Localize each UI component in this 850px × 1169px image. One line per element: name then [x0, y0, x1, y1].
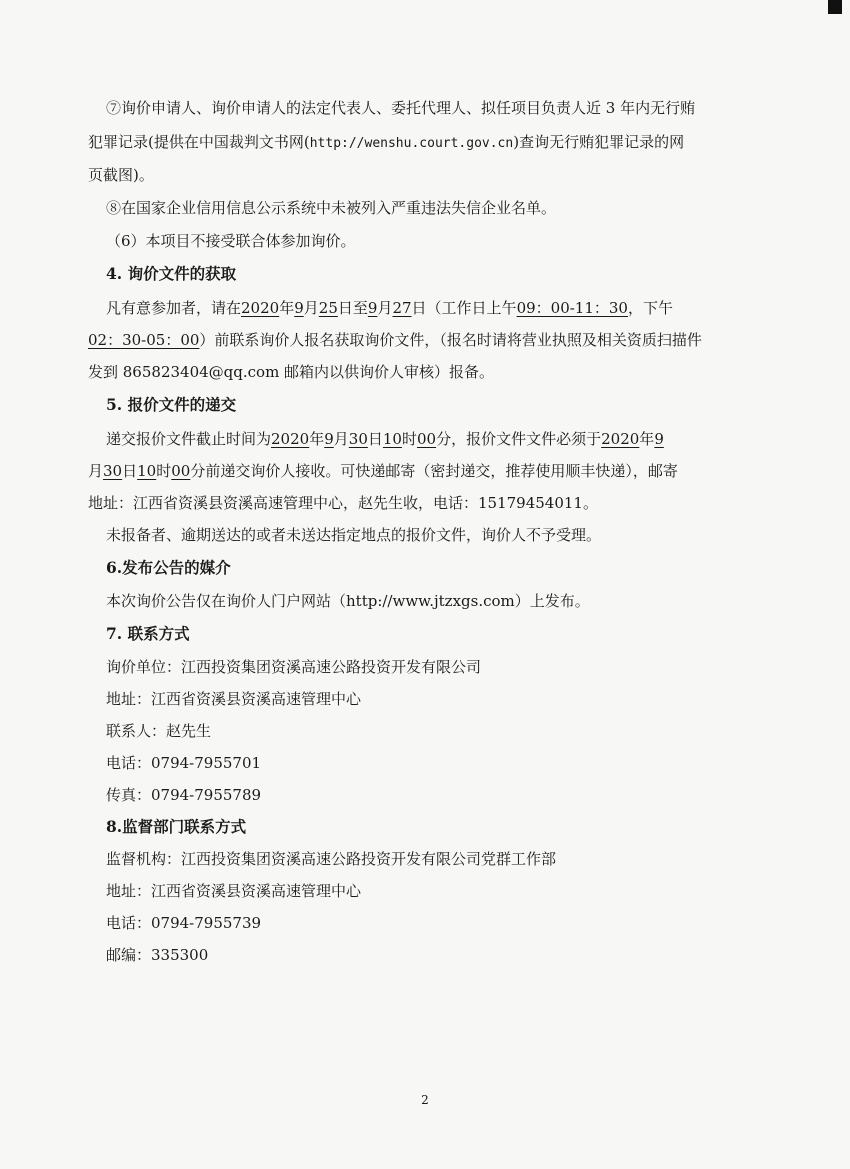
s4-text-b: 年 — [279, 299, 295, 317]
s4-text-d: 日至 — [337, 299, 368, 317]
s5-text-a: 递交报价文件截止时间为 — [106, 430, 272, 448]
section5-para-line2 — [88, 461, 678, 481]
s5-hour2: 10 — [137, 462, 157, 480]
section4-para-line1 — [106, 298, 673, 318]
contact-person: 联系人：赵先生 — [106, 722, 212, 740]
contact-address: 地址：江西省资溪县资溪高速管理中心 — [106, 690, 362, 708]
s4-year: 2020 — [241, 299, 280, 317]
section6-para: 本次询价公告仅在询价人门户网站（http://www.jtzxgs.com）上发布。 — [106, 592, 590, 610]
s4-day1: 25 — [318, 299, 338, 317]
s5-day2: 30 — [103, 462, 123, 480]
s5-t6: 年 — [639, 430, 655, 448]
item7-line3: 页截图)。 — [88, 166, 154, 184]
section5-heading: 5. 报价文件的递交 — [106, 395, 237, 414]
section5-para-line1 — [106, 429, 664, 449]
s4-text-f: 日（工作日上午 — [411, 299, 517, 317]
supervision-address: 地址：江西省资溪县资溪高速管理中心 — [106, 882, 362, 900]
s5-t9: 分前递交询价人接收。可快递邮寄（密封递交，推荐使用顺丰快递），邮寄 — [190, 462, 678, 480]
page-number: 2 — [421, 1093, 429, 1107]
s4-text-a: 凡有意参加者，请在 — [106, 299, 242, 317]
item8-text: ⑧在国家企业信用信息公示系统中未被列入严重违法失信企业名单。 — [106, 199, 557, 217]
supervision-postcode: 邮编：335300 — [106, 946, 209, 964]
s5-month2: 9 — [654, 430, 664, 448]
item7-line2-text-b: )查询无行贿犯罪记录的网 — [513, 133, 685, 151]
scan-corner-mark — [828, 0, 842, 14]
joint-bid-note: （6）本项目不接受联合体参加询价。 — [106, 232, 356, 250]
inquiry-unit: 询价单位：江西投资集团资溪高速公路投资开发有限公司 — [106, 658, 482, 676]
section4-para-line3: 发到 865823404@qq.com 邮箱内以供询价人审核）报备。 — [88, 363, 495, 381]
s5-year1: 2020 — [271, 430, 310, 448]
section8-heading: 8.监督部门联系方式 — [106, 817, 247, 836]
s4-am-time: 09：00-11：30 — [516, 299, 628, 317]
s4-text-h: ）前联系询价人报名获取询价文件，（报名时请将营业执照及相关资质扫描件 — [199, 331, 702, 349]
s4-day2: 27 — [392, 299, 412, 317]
s4-text-e: 月 — [377, 299, 393, 317]
s5-t8: 时 — [156, 462, 172, 480]
contact-fax: 传真：0794-7955789 — [106, 786, 262, 804]
s5-day1: 30 — [348, 430, 368, 448]
section5-para2: 未报备者、逾期送达的或者未送达指定地点的报价文件，询价人不予受理。 — [106, 526, 602, 544]
section4-heading: 4. 询价文件的获取 — [106, 264, 237, 283]
s4-month2: 9 — [367, 299, 378, 317]
section4-para-line2 — [88, 330, 702, 350]
supervision-phone: 电话：0794-7955739 — [106, 914, 262, 932]
s5-t3: 日 — [367, 430, 383, 448]
item7-line2 — [88, 132, 684, 154]
s5-t2: 月 — [333, 430, 349, 448]
s5-year2: 2020 — [601, 430, 640, 448]
s4-text-g: ，下午 — [627, 299, 673, 317]
s5-t4: 时 — [401, 430, 417, 448]
s5-min2: 00 — [171, 462, 191, 480]
s5-t5: 分，报价文件文件必须于 — [436, 430, 602, 448]
s5-month1: 9 — [324, 430, 334, 448]
s4-text-c: 月 — [303, 299, 319, 317]
section6-heading: 6.发布公告的媒介 — [106, 558, 231, 577]
wenshu-url: http://wenshu.court.gov.cn — [309, 136, 514, 151]
s5-month-char: 月 — [88, 462, 104, 480]
item7-line1: ⑦询价申请人、询价申请人的法定代表人、委托代理人、拟任项目负责人近 3 年内无行贿 — [106, 99, 696, 117]
supervision-org: 监督机构：江西投资集团资溪高速公路投资开发有限公司党群工作部 — [106, 850, 557, 868]
item7-line2-text-a: 犯罪记录(提供在中国裁判文书网( — [88, 133, 310, 151]
s5-t7: 日 — [122, 462, 138, 480]
s4-month1: 9 — [294, 299, 304, 317]
s5-hour1: 10 — [382, 430, 402, 448]
contact-phone: 电话：0794-7955701 — [106, 754, 262, 772]
s5-min1: 00 — [417, 430, 437, 448]
section5-para-line3: 地址：江西省资溪县资溪高速管理中心，赵先生收，电话：15179454011。 — [88, 494, 598, 512]
section7-heading: 7. 联系方式 — [106, 624, 190, 643]
s5-t1: 年 — [309, 430, 325, 448]
s4-pm-time: 02：30-05：00 — [88, 331, 200, 349]
